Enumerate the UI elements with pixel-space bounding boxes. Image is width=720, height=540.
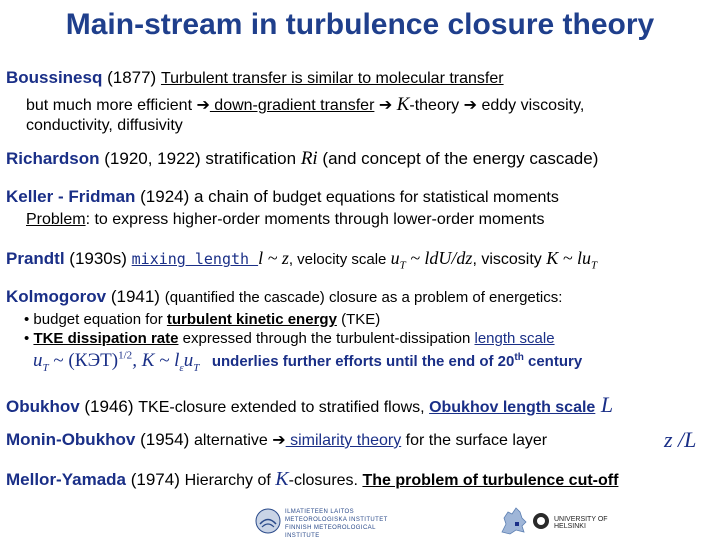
text: budget equations for statistical moments bbox=[272, 189, 559, 206]
math: ε bbox=[179, 362, 184, 375]
kolmogorov-name: Kolmogorov bbox=[6, 287, 107, 306]
fmi-emblem-icon bbox=[255, 507, 281, 535]
fmi-text bbox=[285, 508, 395, 540]
z-over-L: z /L bbox=[664, 427, 697, 452]
bullet: • bbox=[24, 311, 30, 328]
L-symbol: L bbox=[595, 392, 614, 417]
richardson-name: Richardson bbox=[6, 149, 100, 168]
text: TKE-closure extended to stratified flows, bbox=[138, 399, 430, 416]
text: (quantified the cascade) closure as a problem of energetics: bbox=[164, 289, 563, 306]
math: ~ (КЭТ) bbox=[48, 350, 119, 372]
math: u bbox=[390, 248, 400, 268]
math: u bbox=[33, 350, 43, 372]
similarity-theory-text: similarity theory bbox=[285, 432, 402, 449]
math: l ~ z bbox=[258, 248, 289, 268]
mellor-yamada-name: Mellor-Yamada bbox=[6, 470, 126, 489]
mixing-length-text: mixing length bbox=[131, 250, 259, 268]
text: eddy viscosity, bbox=[477, 97, 585, 114]
text: -closures. bbox=[288, 472, 363, 489]
text: th bbox=[514, 352, 524, 364]
uh-logo bbox=[498, 502, 618, 538]
text: (and concept of the energy cascade) bbox=[317, 149, 599, 168]
text: (1924) a chain of bbox=[135, 187, 273, 206]
kolmogorov-line bbox=[6, 287, 562, 307]
text: (1946) bbox=[79, 397, 139, 416]
monin-obukhov-line bbox=[6, 430, 547, 450]
keller-line-2 bbox=[26, 211, 544, 229]
kolmogorov-formula-line bbox=[33, 350, 582, 374]
mellor-yamada-line bbox=[6, 468, 618, 491]
text: century bbox=[523, 353, 583, 371]
prandtl-line bbox=[6, 248, 597, 272]
cutoff-problem-text: The problem of turbulence cut-off bbox=[362, 472, 619, 489]
obukhov-name: Obukhov bbox=[6, 397, 80, 416]
Ri-symbol: Ri bbox=[300, 148, 318, 169]
text: (1920, 1922) stratification bbox=[99, 149, 301, 168]
boussinesq-line bbox=[6, 68, 504, 88]
uh-emblem-icon bbox=[532, 512, 550, 530]
math: T bbox=[590, 259, 598, 272]
boussinesq-line-3: conductivity, diffusivity bbox=[26, 117, 183, 134]
helsinki-map-icon bbox=[498, 502, 530, 536]
text: Hierarchy of bbox=[184, 472, 276, 489]
math: T bbox=[42, 362, 49, 375]
bullet: • bbox=[24, 330, 30, 347]
text: : to express higher-order moments through lower-order moments bbox=[85, 211, 545, 228]
text: but much more efficient bbox=[26, 97, 197, 114]
text: underlies further efforts until the end of 20 bbox=[211, 353, 515, 371]
monin-obukhov-name: Monin-Obukhov bbox=[6, 430, 136, 449]
page-title: Main-stream in turbulence closure theory bbox=[65, 8, 655, 41]
text: , velocity scale bbox=[288, 251, 391, 268]
text: (1974) bbox=[126, 470, 185, 489]
arrow-icon: ➔ bbox=[196, 97, 210, 114]
text: for the surface layer bbox=[401, 432, 548, 449]
fmi-text-line: FINNISH METEOROLOGICAL INSTITUTE bbox=[285, 525, 376, 539]
keller-name: Keller - Fridman bbox=[6, 187, 136, 206]
math: T bbox=[399, 259, 406, 272]
text: , viscosity bbox=[472, 251, 547, 268]
kolmogorov-bullet-1 bbox=[24, 311, 380, 328]
kolmogorov-bullet-2 bbox=[24, 330, 555, 347]
problem-label: Problem bbox=[26, 211, 86, 228]
length-scale-text: length scale bbox=[474, 330, 555, 347]
fmi-logo bbox=[255, 505, 395, 537]
richardson-line bbox=[6, 148, 598, 170]
obukhov-line bbox=[6, 392, 613, 418]
keller-line bbox=[6, 187, 559, 207]
boussinesq-line-2 bbox=[26, 94, 584, 116]
text: (TKE) bbox=[336, 311, 381, 328]
K-symbol: K bbox=[396, 94, 410, 115]
obukhov-length-text: Obukhov length scale bbox=[429, 399, 596, 416]
fmi-text-line: ILMATIETEEN LAITOS bbox=[285, 509, 354, 515]
arrow-icon: ➔ bbox=[374, 97, 397, 114]
down-gradient-text: down-gradient transfer bbox=[209, 97, 375, 114]
math: ~ ldU/dz bbox=[405, 248, 473, 268]
boussinesq-year: (1877) bbox=[102, 68, 161, 87]
boussinesq-text: Turbulent transfer is similar to molecular transfer bbox=[160, 70, 504, 87]
boussinesq-name: Boussinesq bbox=[6, 68, 103, 87]
tke-dissipation-text: TKE dissipation rate bbox=[33, 330, 179, 347]
text: -theory bbox=[409, 97, 464, 114]
uh-text: UNIVERSITY OF HELSINKI bbox=[554, 516, 608, 530]
text: (1941) bbox=[106, 287, 165, 306]
prandtl-name: Prandtl bbox=[6, 249, 65, 268]
math: 1/2 bbox=[118, 350, 133, 362]
tke-text: turbulent kinetic energy bbox=[166, 311, 337, 328]
K-symbol: K bbox=[275, 468, 289, 490]
math: u bbox=[183, 350, 194, 372]
arrow-icon: ➔ bbox=[463, 97, 478, 114]
text: budget equation for bbox=[29, 311, 167, 328]
arrow-icon: ➔ bbox=[272, 432, 286, 449]
text: (1930s) bbox=[64, 249, 132, 268]
fmi-text-line: METEOROLOGISKA INSTITUTET bbox=[285, 517, 388, 523]
math: , K ~ l bbox=[132, 350, 180, 372]
math: T bbox=[193, 362, 200, 375]
math: K ~ lu bbox=[546, 248, 591, 268]
text: alternative bbox=[193, 432, 273, 449]
text: expressed through the turbulent-dissipation bbox=[178, 330, 475, 347]
text: (1954) bbox=[135, 430, 194, 449]
